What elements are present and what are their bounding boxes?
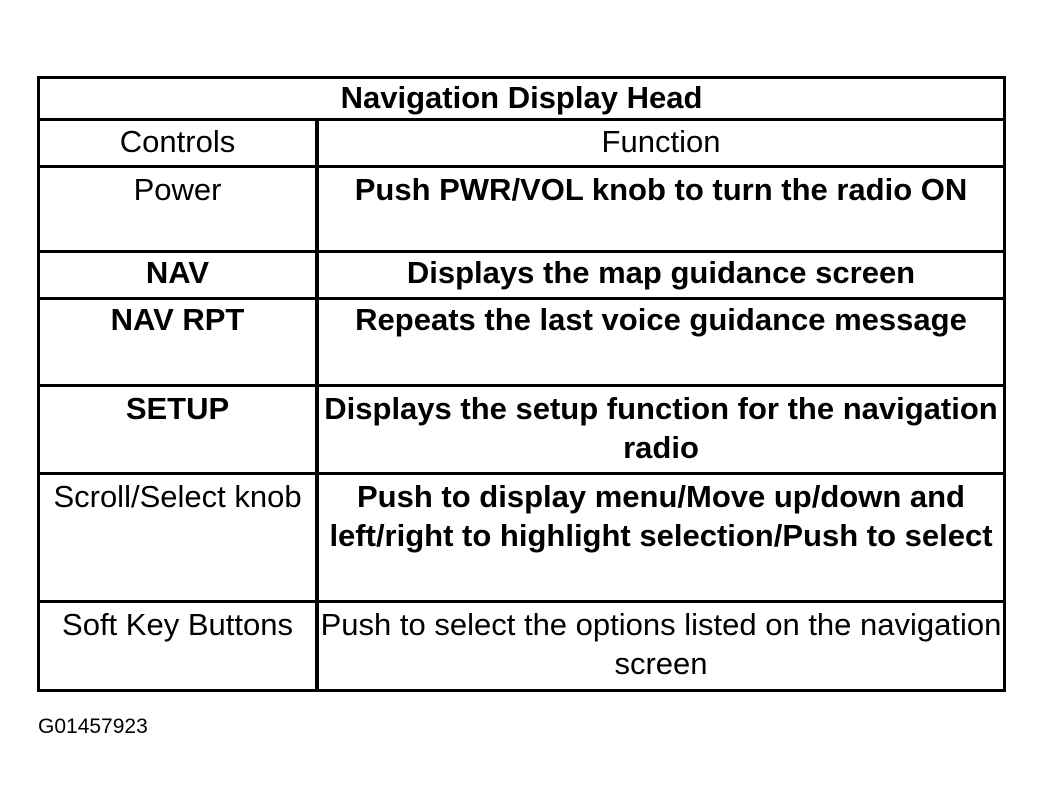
function-cell-soft-key: Push to select the options listed on the navigation screen — [320, 607, 1002, 681]
control-cell-power: Power — [40, 168, 319, 253]
function-cell-setup: Displays the setup function for the navigation radio — [319, 387, 1003, 475]
table-title: Navigation Display Head — [40, 79, 1003, 121]
function-cell-scroll-select: Push to display menu/Move up/down and left/right to highlight selection/Push to select — [319, 475, 1003, 603]
column-header-controls: Controls — [40, 121, 319, 168]
control-cell-setup: SETUP — [40, 387, 319, 475]
control-cell-scroll-select: Scroll/Select knob — [40, 475, 319, 603]
control-cell-soft-key: Soft Key Buttons — [40, 603, 319, 689]
column-header-function: Function — [319, 121, 1003, 168]
control-cell-nav-rpt: NAV RPT — [40, 300, 319, 387]
function-cell-power: Push PWR/VOL knob to turn the radio ON — [319, 168, 1003, 253]
function-cell-nav-rpt: Repeats the last voice guidance message — [319, 300, 1003, 387]
navigation-display-head-table — [37, 76, 1006, 692]
control-cell-nav: NAV — [40, 253, 319, 300]
function-cell-nav: Displays the map guidance screen — [319, 253, 1003, 300]
figure-id: G01457923 — [38, 715, 148, 738]
